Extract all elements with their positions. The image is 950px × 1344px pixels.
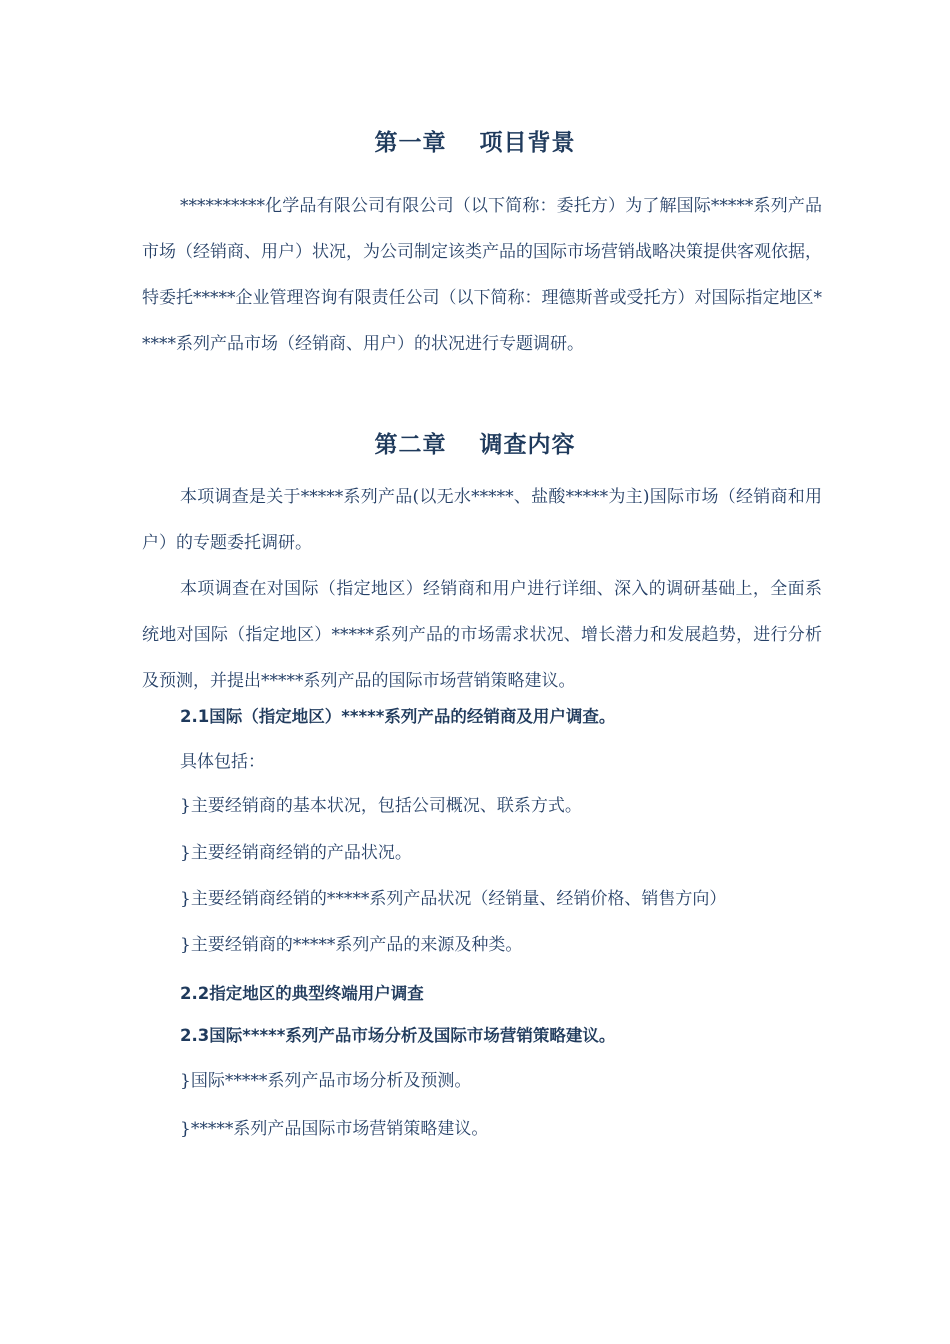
chapter-2-paragraph-2: 本项调查在对国际（指定地区）经销商和用户进行详细、深入的调研基础上，全面系统地对国际（指定地区）*****系列产品的市场需求状况、增长潜力和发展趋势，进行分析及预测，并提出*****系列产品的国际市场营销策略建议。: [142, 579, 822, 691]
chapter-2-paragraph-1: 本项调查是关于*****系列产品(以无水*****、盐酸*****为主)国际市场（经销商和用户）的专题委托调研。: [142, 487, 822, 553]
list-item: }*****系列产品国际市场营销策略建议。: [180, 1119, 489, 1139]
section-2-3-heading: 2.3国际*****系列产品市场分析及国际市场营销策略建议。: [180, 1026, 616, 1045]
section-2-1-heading: 2.1国际（指定地区）*****系列产品的经销商及用户调查。: [180, 707, 616, 726]
list-item: }国际*****系列产品市场分析及预测。: [180, 1071, 472, 1091]
list-item: }主要经销商经销的*****系列产品状况（经销量、经销价格、销售方向）: [180, 889, 727, 909]
section-2-2-heading: 2.2指定地区的典型终端用户调查: [180, 984, 424, 1003]
chapter-2-title: 第二章 调查内容: [374, 432, 576, 458]
chapter-1-title: 第一章 项目背景: [374, 130, 576, 156]
list-item: }主要经销商经销的产品状况。: [180, 843, 412, 863]
chapter-1-paragraph: **********化学品有限公司有限公司（以下简称：委托方）为了解国际*****系列产品市场（经销商、用户）状况，为公司制定该类产品的国际市场营销战略决策提供客观依据，特委托*****企业管理咨询有限责任公司（以下简称：理德斯普或受托方）对国际指定地区*****系列产品市场（经销商、用户）的状况进行专题调研。: [142, 196, 822, 354]
list-item: }主要经销商的基本状况，包括公司概况、联系方式。: [180, 796, 582, 816]
list-item: }主要经销商的*****系列产品的来源及种类。: [180, 935, 523, 955]
includes-label: 具体包括：: [180, 752, 265, 772]
